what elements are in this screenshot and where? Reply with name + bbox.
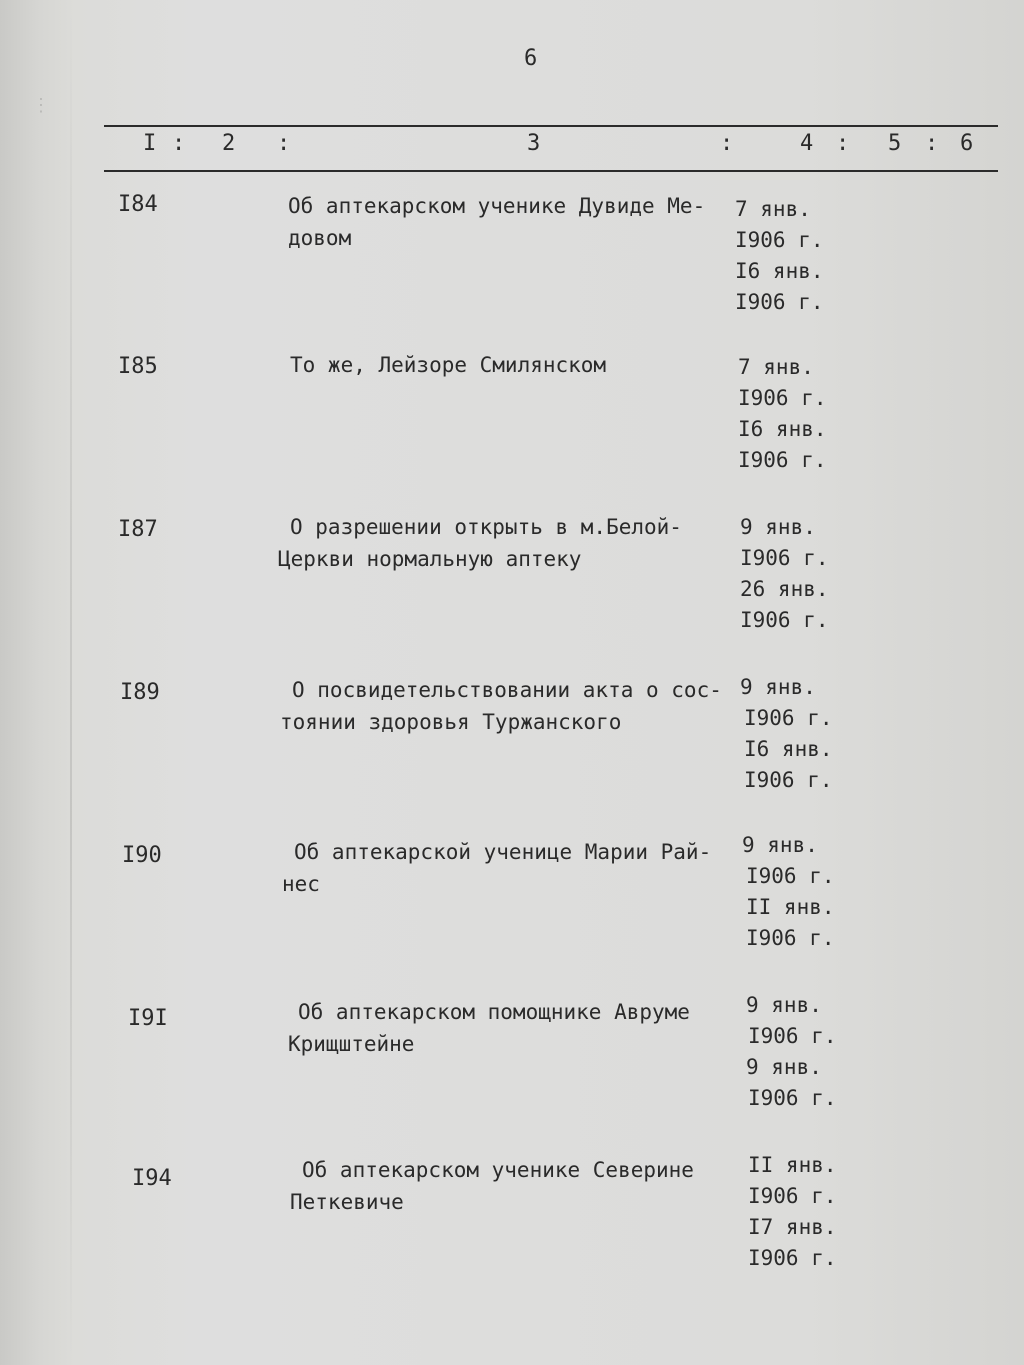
- table-header-top-rule: [104, 125, 998, 127]
- start-year: I906 г.: [748, 1184, 837, 1208]
- entry-dates: [746, 990, 837, 1114]
- start-day: 9 янв.: [740, 675, 816, 699]
- end-year: I906 г.: [746, 926, 835, 950]
- start-day: 9 янв.: [742, 833, 818, 857]
- entry-title: [278, 511, 738, 575]
- entry-title: [282, 836, 742, 900]
- start-year: I906 г.: [748, 1024, 837, 1048]
- entry-number: I90: [122, 843, 162, 868]
- entry-number: I9I: [128, 1006, 168, 1031]
- start-year: I906 г.: [735, 228, 824, 252]
- entry-title-line: Об аптекарском помощнике Авруме: [298, 1000, 690, 1024]
- entry-dates: [740, 512, 829, 636]
- entry-title-line: Об аптекарской ученице Марии Рай-: [294, 840, 712, 864]
- column-header-1: I: [143, 131, 157, 156]
- start-year: I906 г.: [740, 546, 829, 570]
- column-separator: :: [925, 131, 939, 156]
- end-day: 26 янв.: [740, 577, 829, 601]
- column-header-2: 2: [222, 131, 236, 156]
- end-year: I906 г.: [748, 1086, 837, 1110]
- column-separator: :: [172, 131, 186, 156]
- entry-number: I84: [118, 192, 158, 217]
- column-separator: :: [720, 131, 734, 156]
- entry-title-line: тоянии здоровья Туржанского: [280, 710, 622, 734]
- column-header-3: 3: [527, 131, 541, 156]
- end-day: II янв.: [746, 895, 835, 919]
- entry-title-line: То же, Лейзоре Смилянском: [290, 353, 607, 377]
- start-year: I906 г.: [738, 386, 827, 410]
- entry-title-line: О посвидетельствовании акта о сос-: [292, 678, 722, 702]
- column-separator: :: [277, 131, 291, 156]
- entry-title-line: Петкевиче: [290, 1190, 404, 1214]
- start-year: I906 г.: [744, 706, 833, 730]
- entry-number: I94: [132, 1166, 172, 1191]
- start-day: 7 янв.: [738, 355, 814, 379]
- entry-title-line: О разрешении открыть в м.Белой-: [290, 515, 682, 539]
- end-day: I6 янв.: [738, 417, 827, 441]
- column-header-6: 6: [960, 131, 974, 156]
- entry-title: [290, 349, 750, 381]
- entry-number: I85: [118, 354, 158, 379]
- column-header-5: 5: [888, 131, 902, 156]
- end-day: I7 янв.: [748, 1215, 837, 1239]
- entry-title-line: Об аптекарском ученике Дувиде Ме-: [288, 194, 706, 218]
- page-number: 6: [524, 46, 538, 71]
- table-header-bottom-rule: [104, 170, 998, 172]
- entry-title: [280, 674, 740, 738]
- start-day: 7 янв.: [735, 197, 811, 221]
- entry-title-line: Крищштейне: [288, 1032, 415, 1056]
- entry-title-line: Церкви нормальную аптеку: [278, 547, 582, 571]
- entry-title-line: Об аптекарском ученике Северине: [302, 1158, 694, 1182]
- entry-dates: [742, 830, 835, 954]
- entry-title: [290, 1154, 750, 1218]
- entry-dates: [738, 352, 827, 476]
- end-year: I906 г.: [735, 290, 824, 314]
- entry-title-line: довом: [288, 226, 352, 250]
- entry-number: I89: [120, 680, 160, 705]
- start-day: 9 янв.: [746, 993, 822, 1017]
- end-day: 9 янв.: [746, 1055, 822, 1079]
- entry-title-line: нес: [282, 872, 320, 896]
- end-year: I906 г.: [744, 768, 833, 792]
- column-header-4: 4: [800, 131, 814, 156]
- entry-dates: [735, 194, 824, 318]
- start-year: I906 г.: [746, 864, 835, 888]
- bleed-through-mark: ⋮: [32, 95, 50, 116]
- column-separator: :: [836, 131, 850, 156]
- entry-number: I87: [118, 517, 158, 542]
- end-year: I906 г.: [740, 608, 829, 632]
- end-year: I906 г.: [738, 448, 827, 472]
- end-year: I906 г.: [748, 1246, 837, 1270]
- start-day: II янв.: [748, 1153, 837, 1177]
- entry-dates: [740, 672, 833, 796]
- page-fold-shadow: [70, 0, 72, 1365]
- entry-title: [288, 996, 748, 1060]
- entry-dates: [748, 1150, 837, 1274]
- entry-title: [288, 190, 748, 254]
- end-day: I6 янв.: [735, 259, 824, 283]
- start-day: 9 янв.: [740, 515, 816, 539]
- end-day: I6 янв.: [744, 737, 833, 761]
